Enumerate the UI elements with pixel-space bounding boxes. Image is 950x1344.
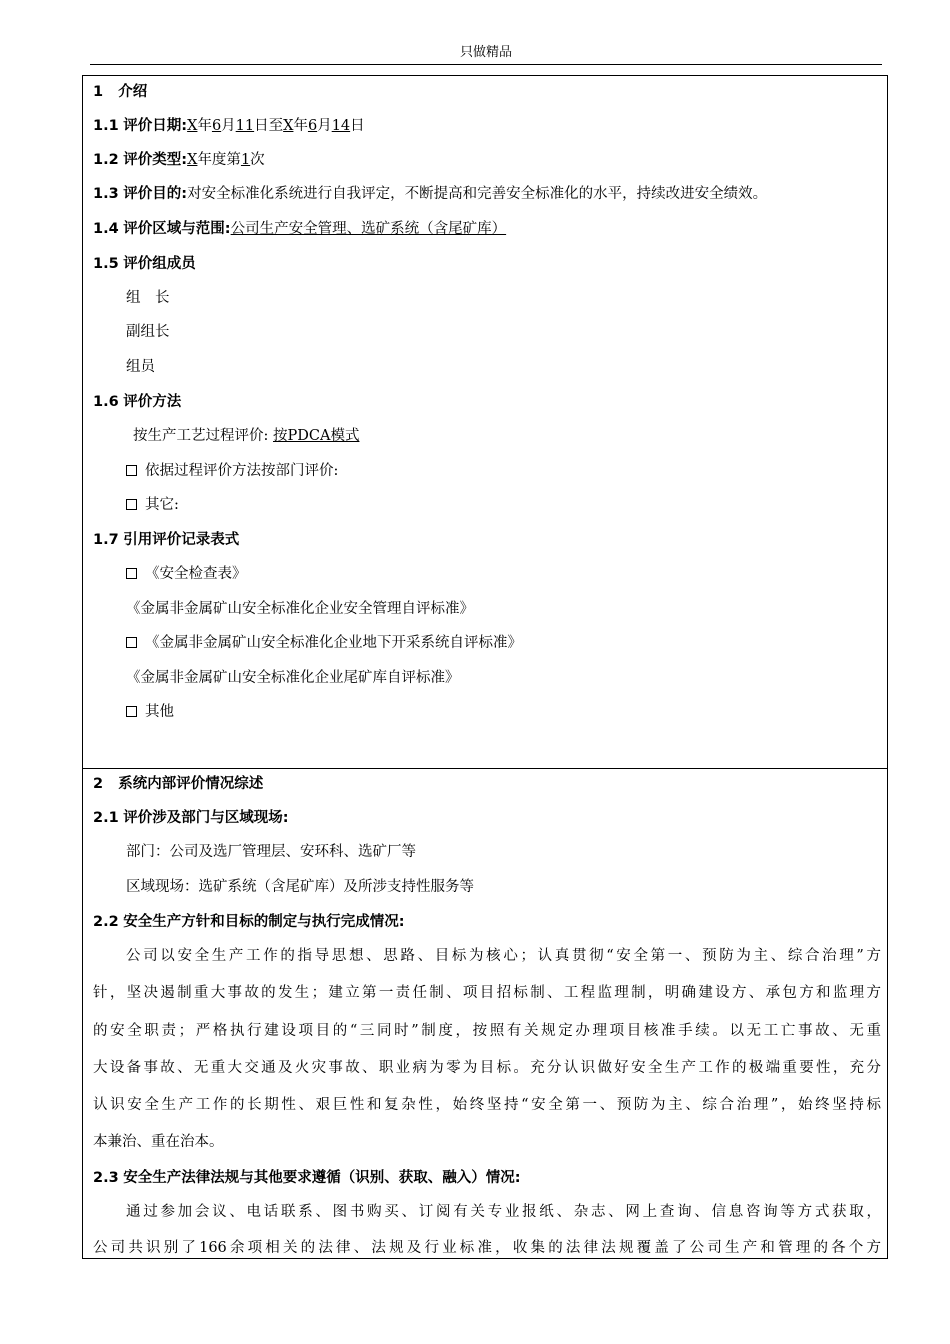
eval-purpose-text: 对安全标准化系统进行自我评定，不断提高和完善安全标准化的水平，持续改进安全绩效。 [187,186,768,202]
section-title: 介绍 [118,84,148,100]
eval-records-label: 引用评价记录表式 [123,532,240,548]
eval-team-label: 评价组成员 [123,256,196,272]
eval-team-row: 1.5 评价组成员 [93,256,196,272]
scope-depts-row: 2.1 评价涉及部门与区域现场: [93,810,289,826]
eval-records-row: 1.7 引用评价记录表式 [93,532,240,548]
section1-title [93,82,881,102]
section2-title [93,774,881,794]
method-department: 依据过程评价方法按部门评价: [126,461,881,481]
checkbox-icon[interactable] [126,637,137,648]
paragraph-line: 公司以安全生产工作的指导思想、思路、目标为核心；认真贯彻“安全第一、预防为主、综合治理”方 [126,948,881,964]
team-members: 组员 [126,359,155,375]
eval-scope-label: 评价区域与范围: [123,221,231,237]
paragraph-line: 公司共识别了166余项相关的法律、法规及行业标准，收集的法律法规覆盖了公司生产和管理的各个方 [93,1240,881,1256]
paragraph-line: 针，坚决遏制重大事故的发生；建立第一责任制、项目招标制、工程监理制，明确建设方、承包方和监理方 [93,985,881,1001]
method-other: 其它: [126,495,881,515]
checkbox-icon[interactable] [126,568,137,579]
checkbox-icon[interactable] [126,499,137,510]
paragraph-line: 通过参加会议、电话联系、图书购买、订阅有关专业报纸、杂志、网上查询、信息咨询等方式获取， [126,1204,881,1220]
eval-purpose-row: 1.3 评价目的:对安全标准化系统进行自我评定，不断提高和完善安全标准化的水平，持续改进安全绩效。 [93,186,768,202]
record-item: 《安全检查表》 [126,564,881,584]
team-leader: 组 长 [126,290,170,306]
document-table [82,75,888,1259]
eval-scope-text: 公司生产安全管理、选矿系统（含尾矿库） [230,221,507,237]
checkbox-icon[interactable] [126,465,137,476]
eval-scope-row: 1.4 评价区域与范围:公司生产安全管理、选矿系统（含尾矿库） [93,221,507,237]
paragraph-line: 的安全职责；严格执行建设项目的“三同时”制度，按照有关规定办理项目核准手续。以无工亡事故、无重 [93,1023,881,1039]
dept-line: 部门：公司及选厂管理层、安环科、选矿厂等 [126,844,416,860]
record-item: 《金属非金属矿山安全标准化企业地下开采系统自评标准》 [126,633,881,653]
section-number: 2 [93,776,104,792]
record-item: 《金属非金属矿山安全标准化企业尾矿库自评标准》 [126,670,460,686]
paragraph-line: 认识安全生产工作的长期性、艰巨性和复杂性，始终坚持“安全第一、预防为主、综合治理”，始终坚持标 [93,1097,881,1113]
section-title: 系统内部评价情况综述 [118,776,264,792]
laws-row: 2.3 安全生产法律法规与其他要求遵循（识别、获取、融入）情况: [93,1170,521,1186]
policy-goals-row: 2.2 安全生产方针和目标的制定与执行完成情况: [93,914,405,930]
header-rule [90,64,882,65]
method-process: 按生产工艺过程评价: 按PDCA模式 [133,428,360,444]
checkbox-icon[interactable] [126,706,137,717]
eval-type-label: 评价类型: [123,152,188,168]
area-line: 区域现场：选矿系统（含尾矿库）及所涉支持性服务等 [126,879,474,895]
eval-method-label: 评价方法 [123,394,182,410]
section-divider [83,768,887,769]
section-number: 1 [93,84,104,100]
eval-date-row: 1.1 评价日期:X年6月11日至X年6月14日 [93,118,365,134]
record-item: 其他 [126,702,881,722]
eval-purpose-label: 评价目的: [123,186,188,202]
record-item: 《金属非金属矿山安全标准化企业安全管理自评标准》 [126,601,474,617]
eval-type-row: 1.2 评价类型:X年度第1次 [93,152,265,168]
paragraph-line: 大设备事故、无重大交通及火灾事故、职业病为零为目标。充分认识做好安全生产工作的极端重要性，充分 [93,1060,881,1076]
page-header: 只做精品 [459,45,512,60]
paragraph-line: 本兼治、重在治本。 [93,1134,224,1150]
team-deputy-leader: 副组长 [126,324,170,340]
eval-method-row: 1.6 评价方法 [93,394,182,410]
eval-date-label: 评价日期: [123,118,188,134]
